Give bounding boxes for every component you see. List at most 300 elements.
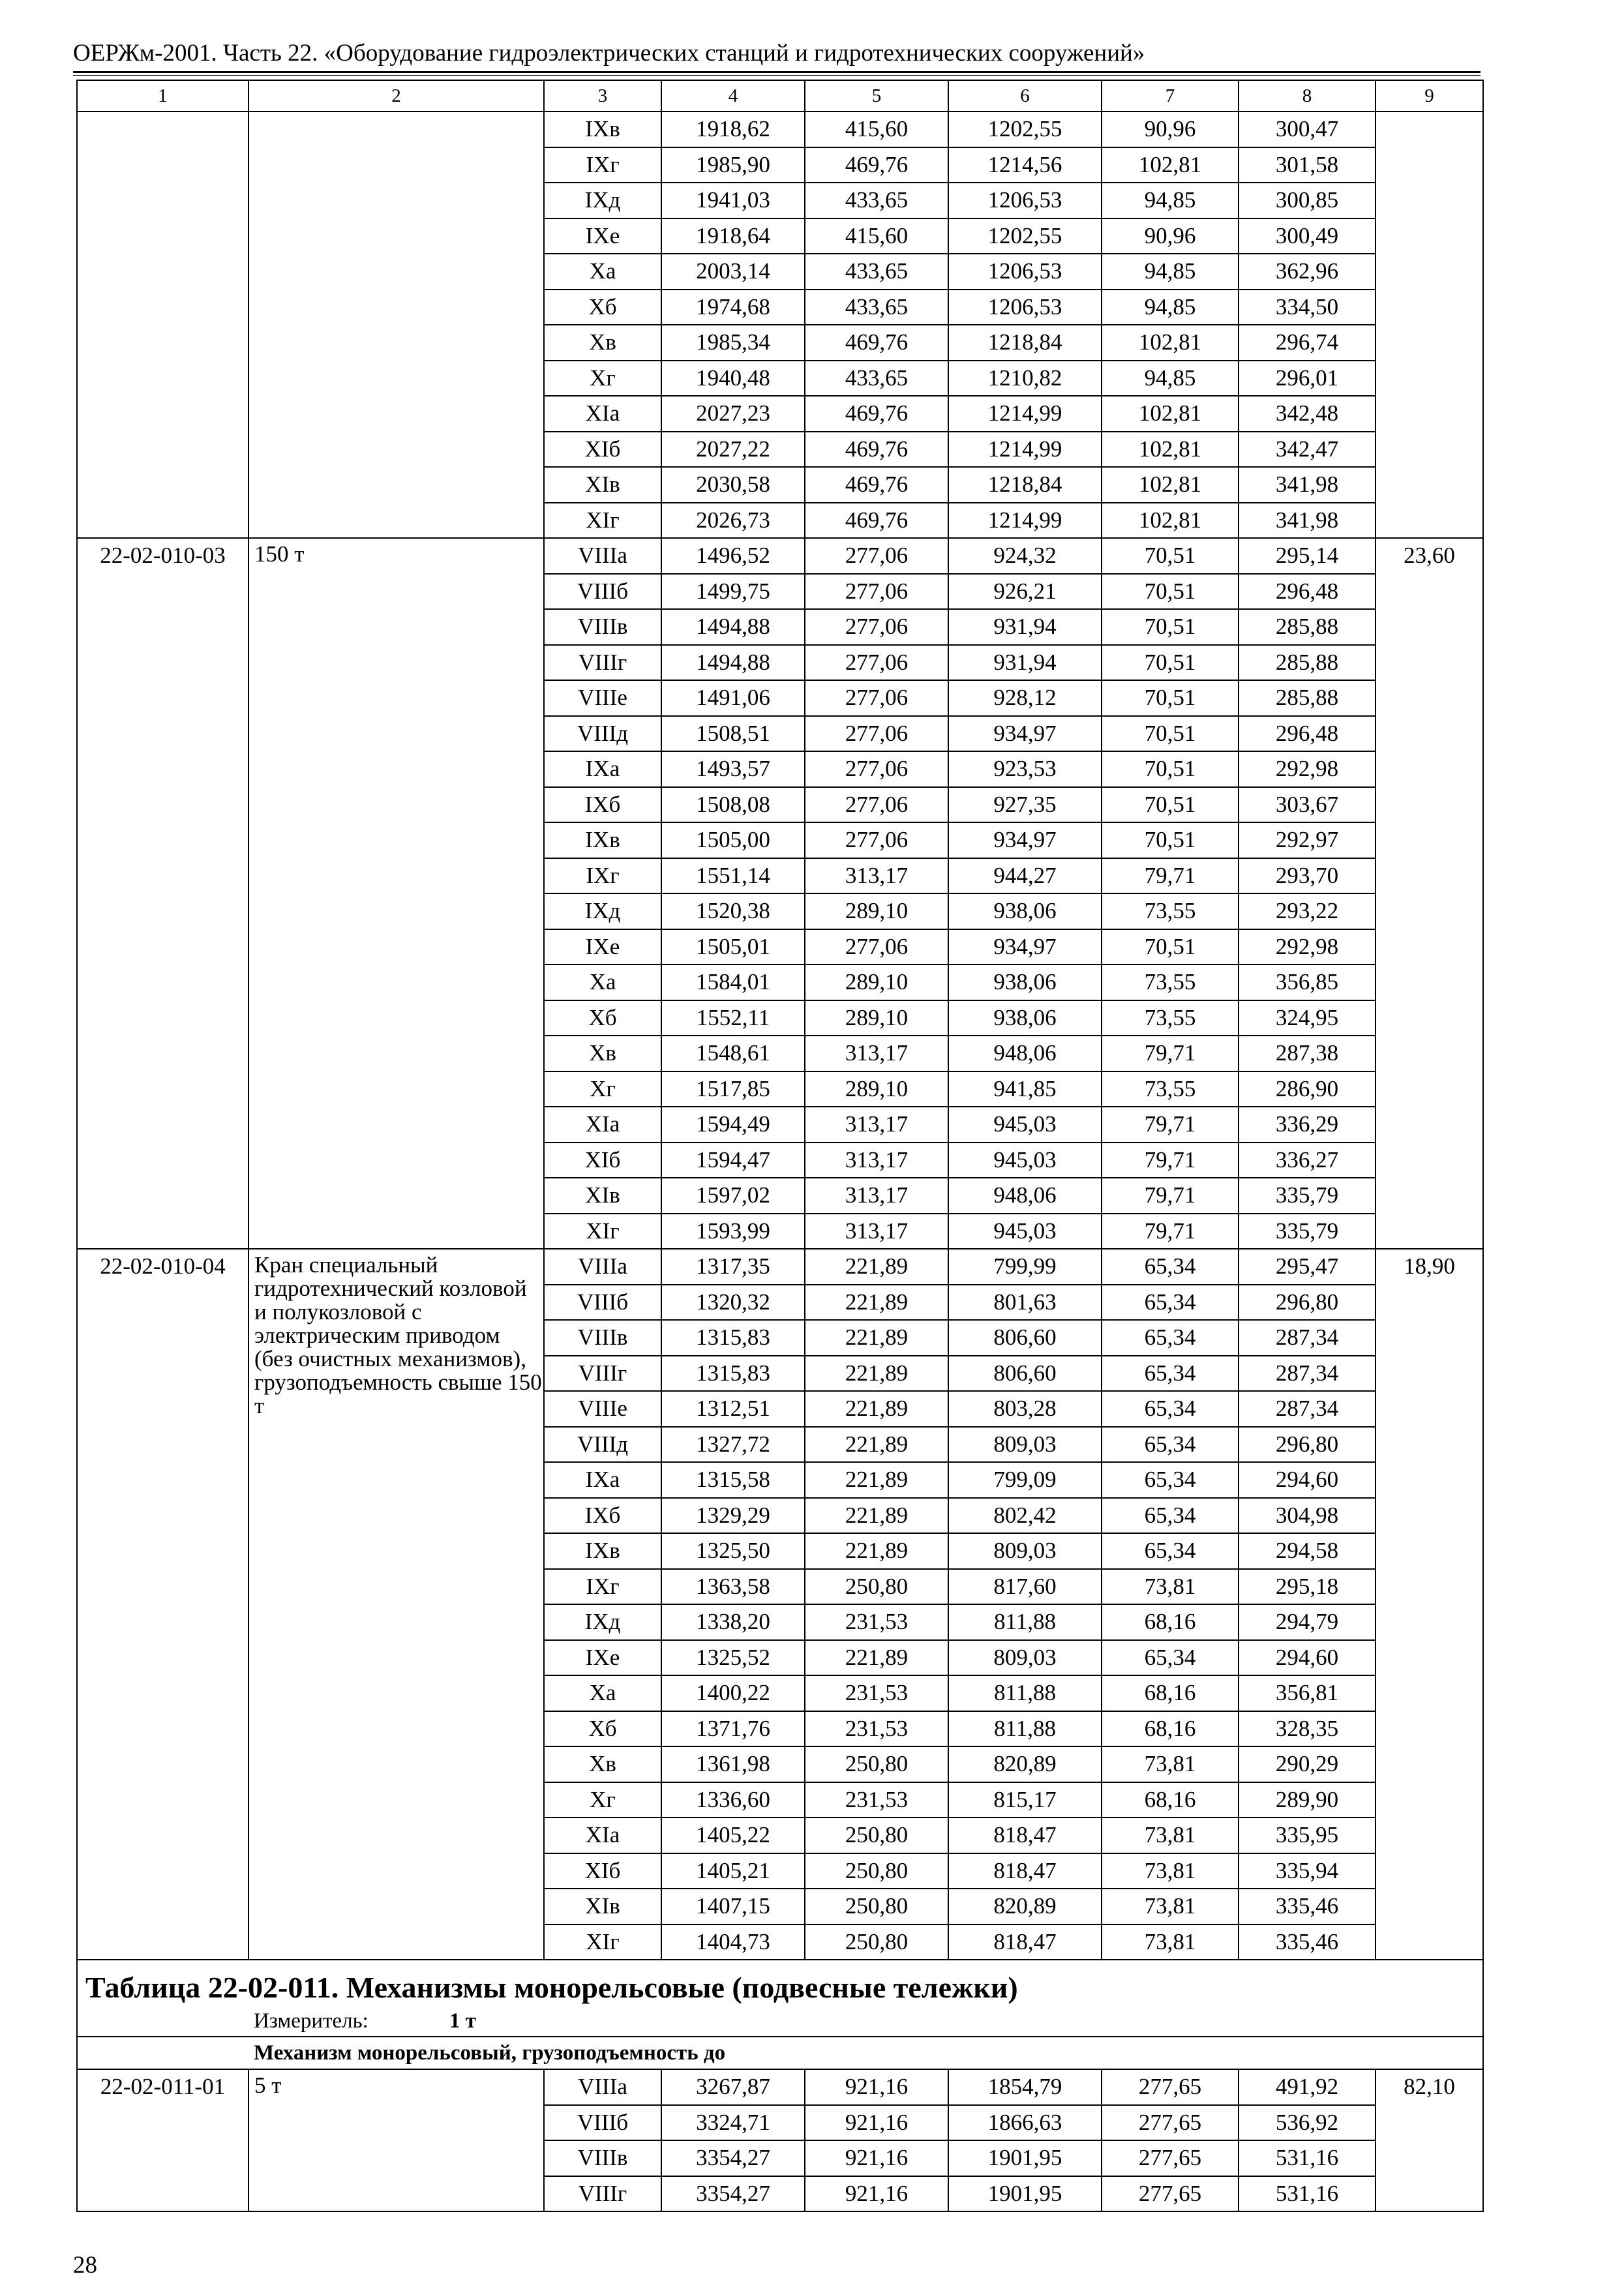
table-cell: 324,95 [1239, 1000, 1376, 1036]
table-cell: 945,03 [948, 1143, 1102, 1178]
table-cell: 934,97 [948, 716, 1102, 752]
table-cell: 1315,83 [661, 1320, 805, 1356]
table-cell: 277,06 [805, 751, 948, 787]
table-cell: 1552,11 [661, 1000, 805, 1036]
table-cell: 817,60 [948, 1569, 1102, 1605]
table-cell: 1866,63 [948, 2105, 1102, 2141]
table-cell: XIа [544, 1107, 661, 1143]
table-cell: 1327,72 [661, 1427, 805, 1463]
table-cell: 277,65 [1102, 2140, 1239, 2176]
table-cell: 342,48 [1239, 396, 1376, 432]
column-number: 1 [77, 80, 248, 112]
table-cell: Xб [544, 1000, 661, 1036]
table-cell: 313,17 [805, 1143, 948, 1178]
table-cell: 73,81 [1102, 1569, 1239, 1605]
column-number: 4 [661, 80, 805, 112]
table-cell: 944,27 [948, 858, 1102, 894]
table-row [77, 2069, 1483, 2105]
table-cell: 818,47 [948, 1818, 1102, 1853]
table-cell: 336,27 [1239, 1143, 1376, 1178]
table-cell: 2027,22 [661, 432, 805, 468]
table-cell: 948,06 [948, 1036, 1102, 1071]
table-cell: 1594,47 [661, 1143, 805, 1178]
table-cell: 313,17 [805, 858, 948, 894]
table-cell: 277,06 [805, 609, 948, 645]
table-cell: 94,85 [1102, 254, 1239, 290]
table-cell: 289,10 [805, 1071, 948, 1107]
table-cell: 818,47 [948, 1924, 1102, 1960]
table-cell: 68,16 [1102, 1604, 1239, 1640]
table-cell: 811,88 [948, 1675, 1102, 1711]
table-cell: Xг [544, 1071, 661, 1107]
table-cell: 1405,21 [661, 1853, 805, 1889]
table-cell: Xб [544, 290, 661, 325]
table-cell: 295,47 [1239, 1249, 1376, 1285]
table-cell: IXд [544, 893, 661, 929]
table-cell: IXе [544, 929, 661, 965]
table-cell: 277,06 [805, 574, 948, 610]
table-cell: 356,81 [1239, 1675, 1376, 1711]
table-cell: VIIIа [544, 2069, 661, 2105]
column-number: 3 [544, 80, 661, 112]
table-cell: 70,51 [1102, 609, 1239, 645]
table-cell: 90,96 [1102, 218, 1239, 254]
table-row [77, 1249, 1483, 1285]
table-cell: 287,34 [1239, 1320, 1376, 1356]
table-cell: 1520,38 [661, 893, 805, 929]
table-cell: 941,85 [948, 1071, 1102, 1107]
table-cell: 1214,56 [948, 147, 1102, 183]
table-cell: XIб [544, 1143, 661, 1178]
table-cell: 79,71 [1102, 1107, 1239, 1143]
table-cell: 433,65 [805, 183, 948, 218]
table-cell: IXа [544, 751, 661, 787]
table-cell: Xа [544, 1675, 661, 1711]
table-cell: 65,34 [1102, 1320, 1239, 1356]
table-cell: 313,17 [805, 1178, 948, 1214]
table-cell: 296,48 [1239, 716, 1376, 752]
table-cell: 1405,22 [661, 1818, 805, 1853]
table-cell: 921,16 [805, 2140, 948, 2176]
table-cell: 102,81 [1102, 432, 1239, 468]
table-cell: 65,34 [1102, 1391, 1239, 1427]
table-cell: 73,81 [1102, 1889, 1239, 1924]
table-row [77, 112, 1483, 147]
table-cell: 287,38 [1239, 1036, 1376, 1071]
table-row [77, 538, 1483, 574]
table-cell: 820,89 [948, 1889, 1102, 1924]
table-cell: 73,55 [1102, 1071, 1239, 1107]
table-cell: IXб [544, 787, 661, 823]
table-cell: VIIIв [544, 609, 661, 645]
table-cell: 73,81 [1102, 1853, 1239, 1889]
table-cell: 934,97 [948, 822, 1102, 858]
table-cell: 296,48 [1239, 574, 1376, 610]
column-number: 6 [948, 80, 1102, 112]
table-cell: 221,89 [805, 1498, 948, 1534]
table-cell: XIв [544, 1889, 661, 1924]
column-number: 8 [1239, 80, 1376, 112]
table-cell: 221,89 [805, 1356, 948, 1392]
table-cell: 65,34 [1102, 1498, 1239, 1534]
rate-code: 22-02-010-03 [77, 538, 248, 1249]
page-number: 28 [73, 2252, 97, 2279]
table-cell: 335,95 [1239, 1818, 1376, 1853]
rate-code: 22-02-010-04 [77, 1249, 248, 1960]
table-cell: 70,51 [1102, 751, 1239, 787]
table-cell: 433,65 [805, 254, 948, 290]
table-cell: 221,89 [805, 1249, 948, 1285]
table-cell: VIIIе [544, 1391, 661, 1427]
table-cell: 934,97 [948, 929, 1102, 965]
table-cell: VIIIб [544, 574, 661, 610]
table-cell: 221,89 [805, 1462, 948, 1498]
table-cell: 1505,00 [661, 822, 805, 858]
table-cell: 221,89 [805, 1285, 948, 1321]
table-title-row [77, 1960, 1483, 2006]
table-cell: 1329,29 [661, 1498, 805, 1534]
table-cell: 221,89 [805, 1640, 948, 1676]
table-cell: 809,03 [948, 1427, 1102, 1463]
table-cell: 65,34 [1102, 1462, 1239, 1498]
table-cell: 277,06 [805, 645, 948, 681]
table-cell: 102,81 [1102, 467, 1239, 503]
table-cell: Xг [544, 361, 661, 396]
table-cell: 469,76 [805, 396, 948, 432]
table-cell: 231,53 [805, 1604, 948, 1640]
table-cell: IXб [544, 1498, 661, 1534]
table-cell: 277,06 [805, 929, 948, 965]
table-cell: 924,32 [948, 538, 1102, 574]
table-cell: 295,18 [1239, 1569, 1376, 1605]
table-cell: 341,98 [1239, 503, 1376, 539]
table-cell: 1491,06 [661, 680, 805, 716]
table-cell: 70,51 [1102, 538, 1239, 574]
table-cell: 335,79 [1239, 1214, 1376, 1249]
table-cell: 296,80 [1239, 1427, 1376, 1463]
table-cell: 809,03 [948, 1533, 1102, 1569]
table-cell: 921,16 [805, 2176, 948, 2212]
table-cell: 1214,99 [948, 432, 1102, 468]
table-cell: 73,81 [1102, 1924, 1239, 1960]
table-cell: 3354,27 [661, 2176, 805, 2212]
table-cell: 1499,75 [661, 574, 805, 610]
table-cell: 68,16 [1102, 1782, 1239, 1818]
table-cell: 296,74 [1239, 325, 1376, 361]
table-cell: 300,85 [1239, 183, 1376, 218]
table-cell: 221,89 [805, 1320, 948, 1356]
table-cell: 1493,57 [661, 751, 805, 787]
table-cell: 102,81 [1102, 325, 1239, 361]
table-cell: 469,76 [805, 147, 948, 183]
table-cell: 70,51 [1102, 680, 1239, 716]
table-cell: 79,71 [1102, 858, 1239, 894]
table-cell: 1312,51 [661, 1391, 805, 1427]
table-cell: 1901,95 [948, 2140, 1102, 2176]
table-cell: 362,96 [1239, 254, 1376, 290]
table-cell: 68,16 [1102, 1711, 1239, 1747]
table-cell: 65,34 [1102, 1356, 1239, 1392]
table-cell: 803,28 [948, 1391, 1102, 1427]
table-cell: 285,88 [1239, 680, 1376, 716]
table-cell: 70,51 [1102, 929, 1239, 965]
table-cell: 938,06 [948, 1000, 1102, 1036]
table-cell: VIIIд [544, 716, 661, 752]
table-cell: 820,89 [948, 1746, 1102, 1782]
table-cell: VIIIг [544, 1356, 661, 1392]
column-9-value [1376, 112, 1483, 538]
table-cell: 295,14 [1239, 538, 1376, 574]
table-cell: 341,98 [1239, 467, 1376, 503]
table-cell: 1206,53 [948, 290, 1102, 325]
table-cell: 806,60 [948, 1356, 1102, 1392]
rate-code: 22-02-011-01 [77, 2069, 248, 2211]
price-table [76, 80, 1484, 2212]
table-cell: 802,42 [948, 1498, 1102, 1534]
table-cell: IXв [544, 112, 661, 147]
table-cell: 938,06 [948, 893, 1102, 929]
table-cell: 287,34 [1239, 1391, 1376, 1427]
table-cell: Xа [544, 254, 661, 290]
table-cell: 799,99 [948, 1249, 1102, 1285]
table-cell: 1593,99 [661, 1214, 805, 1249]
table-cell: VIIIв [544, 2140, 661, 2176]
rate-name: 5 т [248, 2069, 544, 2211]
table-cell: 1597,02 [661, 1178, 805, 1214]
table-cell: 73,55 [1102, 893, 1239, 929]
table-cell: 1218,84 [948, 467, 1102, 503]
table-cell: 94,85 [1102, 361, 1239, 396]
table-cell: 313,17 [805, 1036, 948, 1071]
table-cell: 102,81 [1102, 396, 1239, 432]
table-cell: 1494,88 [661, 645, 805, 681]
table-cell: 73,55 [1102, 1000, 1239, 1036]
table-cell: 801,63 [948, 1285, 1102, 1321]
table-cell: XIв [544, 1178, 661, 1214]
unit-value: 1 т [449, 2009, 476, 2033]
table-cell: 433,65 [805, 290, 948, 325]
table-cell: 3324,71 [661, 2105, 805, 2141]
table-cell: 531,16 [1239, 2176, 1376, 2212]
table-cell: 65,34 [1102, 1249, 1239, 1285]
table-cell: 921,16 [805, 2069, 948, 2105]
table-cell: 335,94 [1239, 1853, 1376, 1889]
table-cell: 799,09 [948, 1462, 1102, 1498]
column-9-value: 18,90 [1376, 1249, 1483, 1960]
unit-label: Измеритель: [254, 2009, 368, 2033]
table-cell: 289,10 [805, 965, 948, 1000]
table-cell: 73,81 [1102, 1818, 1239, 1853]
table-cell: 469,76 [805, 432, 948, 468]
table-cell: 433,65 [805, 361, 948, 396]
table-cell: 304,98 [1239, 1498, 1376, 1534]
table-cell: XIа [544, 1818, 661, 1853]
column-number: 9 [1376, 80, 1483, 112]
table-cell: 2030,58 [661, 467, 805, 503]
table-cell: IXг [544, 858, 661, 894]
table-cell: 469,76 [805, 503, 948, 539]
table-cell: 294,60 [1239, 1640, 1376, 1676]
column-9-value: 23,60 [1376, 538, 1483, 1249]
table-cell: 1548,61 [661, 1036, 805, 1071]
table-cell: VIIIа [544, 1249, 661, 1285]
table-cell: 292,97 [1239, 822, 1376, 858]
table-cell: IXв [544, 822, 661, 858]
table-cell: 1206,53 [948, 183, 1102, 218]
table-cell: VIIIе [544, 680, 661, 716]
table-cell: 948,06 [948, 1178, 1102, 1214]
table-cell: VIIIб [544, 2105, 661, 2141]
table-cell: 3267,87 [661, 2069, 805, 2105]
table-cell: 1361,98 [661, 1746, 805, 1782]
table-cell: 1325,50 [661, 1533, 805, 1569]
table-cell: 285,88 [1239, 609, 1376, 645]
table-cell: 1320,32 [661, 1285, 805, 1321]
table-cell: 1218,84 [948, 325, 1102, 361]
table-cell: 250,80 [805, 1569, 948, 1605]
table-cell: 335,46 [1239, 1924, 1376, 1960]
table-cell: VIIIд [544, 1427, 661, 1463]
table-cell: 1404,73 [661, 1924, 805, 1960]
table-cell: 68,16 [1102, 1675, 1239, 1711]
table-cell: XIг [544, 1924, 661, 1960]
table-cell: IXд [544, 1604, 661, 1640]
subheading: Механизм монорельсовый, грузоподъемность до [77, 2037, 1483, 2069]
table-cell: 65,34 [1102, 1640, 1239, 1676]
table-cell: 1985,90 [661, 147, 805, 183]
table-cell: 1338,20 [661, 1604, 805, 1640]
table-cell: 277,06 [805, 680, 948, 716]
table-cell: 1854,79 [948, 2069, 1102, 2105]
table-cell: 277,65 [1102, 2105, 1239, 2141]
table-cell: VIIIг [544, 645, 661, 681]
table-cell: 491,92 [1239, 2069, 1376, 2105]
table-cell: 277,65 [1102, 2176, 1239, 2212]
table-cell: 90,96 [1102, 112, 1239, 147]
table-cell: 811,88 [948, 1711, 1102, 1747]
table-cell: 70,51 [1102, 822, 1239, 858]
column-number: 2 [248, 80, 544, 112]
table-cell: 289,90 [1239, 1782, 1376, 1818]
table-cell: 94,85 [1102, 290, 1239, 325]
table-cell: 1901,95 [948, 2176, 1102, 2212]
table-cell: 927,35 [948, 787, 1102, 823]
table-cell: 294,60 [1239, 1462, 1376, 1498]
table-cell: XIб [544, 1853, 661, 1889]
table-cell: 945,03 [948, 1214, 1102, 1249]
table-cell: 1206,53 [948, 254, 1102, 290]
table-cell: 1371,76 [661, 1711, 805, 1747]
table-cell: 250,80 [805, 1889, 948, 1924]
table-cell: 65,34 [1102, 1533, 1239, 1569]
table-cell: 286,90 [1239, 1071, 1376, 1107]
rate-name: 150 т [248, 538, 544, 1249]
table-cell: 2027,23 [661, 396, 805, 432]
table-title: Таблица 22-02-011. Механизмы монорельсовые (подвесные тележки) [77, 1960, 1483, 2006]
table-cell: 1202,55 [948, 218, 1102, 254]
table-cell: Xб [544, 1711, 661, 1747]
table-cell: 289,10 [805, 893, 948, 929]
table-cell: 70,51 [1102, 787, 1239, 823]
table-cell: 536,92 [1239, 2105, 1376, 2141]
table-cell: 296,80 [1239, 1285, 1376, 1321]
table-cell: 1325,52 [661, 1640, 805, 1676]
table-cell: IXг [544, 1569, 661, 1605]
table-cell: 2026,73 [661, 503, 805, 539]
table-cell: 938,06 [948, 965, 1102, 1000]
table-cell: IXв [544, 1533, 661, 1569]
table-cell: 79,71 [1102, 1143, 1239, 1178]
table-cell: 296,01 [1239, 361, 1376, 396]
table-cell: 931,94 [948, 609, 1102, 645]
table-cell: 231,53 [805, 1782, 948, 1818]
table-cell: 356,85 [1239, 965, 1376, 1000]
table-cell: 1508,51 [661, 716, 805, 752]
column-number: 5 [805, 80, 948, 112]
table-cell: 221,89 [805, 1533, 948, 1569]
table-cell: 301,58 [1239, 147, 1376, 183]
table-cell: 73,81 [1102, 1746, 1239, 1782]
table-cell: 811,88 [948, 1604, 1102, 1640]
table-cell: 250,80 [805, 1853, 948, 1889]
table-cell: 1400,22 [661, 1675, 805, 1711]
table-cell: 300,47 [1239, 112, 1376, 147]
header-rule-thin [73, 75, 1481, 76]
table-cell: 1317,35 [661, 1249, 805, 1285]
table-cell: 303,67 [1239, 787, 1376, 823]
column-number-row [77, 80, 1483, 112]
table-cell: 1336,60 [661, 1782, 805, 1818]
table-cell: 79,71 [1102, 1214, 1239, 1249]
table-cell: 1974,68 [661, 290, 805, 325]
table-cell: 928,12 [948, 680, 1102, 716]
rate-code [77, 112, 248, 538]
table-cell: 1594,49 [661, 1107, 805, 1143]
table-cell: 94,85 [1102, 183, 1239, 218]
table-cell: 231,53 [805, 1675, 948, 1711]
table-cell: 70,51 [1102, 645, 1239, 681]
table-cell: IXг [544, 147, 661, 183]
table-cell: 313,17 [805, 1107, 948, 1143]
table-cell: 65,34 [1102, 1427, 1239, 1463]
table-cell: 1202,55 [948, 112, 1102, 147]
table-cell: VIIIг [544, 2176, 661, 2212]
rate-name [248, 112, 544, 538]
table-cell: 1315,58 [661, 1462, 805, 1498]
table-cell: 292,98 [1239, 929, 1376, 965]
table-cell: 1210,82 [948, 361, 1102, 396]
table-cell: 231,53 [805, 1711, 948, 1747]
table-cell: 289,10 [805, 1000, 948, 1036]
unit-row [77, 2006, 1483, 2037]
table-cell: 931,94 [948, 645, 1102, 681]
table-cell: 287,34 [1239, 1356, 1376, 1392]
table-cell: 1584,01 [661, 965, 805, 1000]
table-cell: 277,06 [805, 787, 948, 823]
table-cell: 335,79 [1239, 1178, 1376, 1214]
table-cell: 1315,83 [661, 1356, 805, 1392]
table-cell: 815,17 [948, 1782, 1102, 1818]
table-cell: 926,21 [948, 574, 1102, 610]
table-cell: 2003,14 [661, 254, 805, 290]
table-cell: 3354,27 [661, 2140, 805, 2176]
table-cell: 102,81 [1102, 147, 1239, 183]
table-cell: 70,51 [1102, 716, 1239, 752]
table-cell: 1214,99 [948, 396, 1102, 432]
subheading-row [77, 2037, 1483, 2069]
table-cell: 1918,62 [661, 112, 805, 147]
table-cell: XIг [544, 1214, 661, 1249]
